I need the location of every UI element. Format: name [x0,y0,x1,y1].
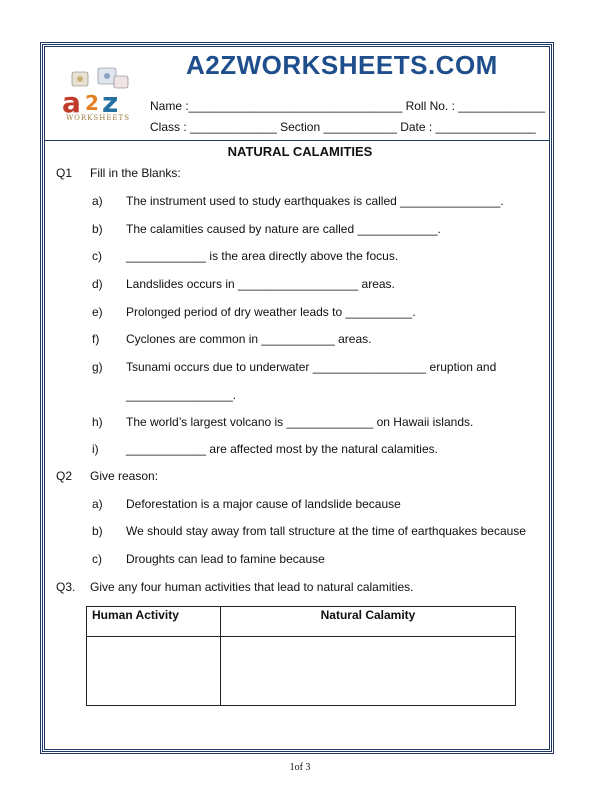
page-number: 1of 3 [289,762,311,773]
q2-item-label: b) [92,524,103,538]
q1-text: Fill in the Blanks: [90,166,181,180]
q1-item-text: ____________ is the area directly above the focus. [126,249,399,263]
q1-item-label: g) [92,360,103,374]
column-header-natural-calamity: Natural Calamity [221,607,516,637]
q1-item-label: c) [92,249,102,263]
q1-number: Q1 [56,166,73,180]
q1-item-text: Prolonged period of dry weather leads to __________. [126,305,416,319]
q3-number: Q3. [56,580,76,594]
q2-item-label: c) [92,552,102,566]
q1-item-text: The calamities caused by nature are called ____________. [126,222,441,236]
svg-text:a: a [62,86,81,119]
q1-item-label: i) [92,442,99,456]
site-title: A2ZWORKSHEETS.COM [186,50,498,80]
q1-item-text: The instrument used to study earthquakes is called _______________. [126,194,504,208]
name-roll-line: Name :________________________________ Roll No. : _____________ [150,99,546,113]
q1-item-label: d) [92,277,103,291]
q1-item-text: Tsunami occurs due to underwater _________________ eruption and [126,360,497,374]
q2-item-text: We should stay away from tall structure at the time of earthquakes because [126,524,526,538]
q1-item-label: h) [92,415,103,429]
table-header-row [87,607,516,637]
worksheet-title: NATURAL CALAMITIES [227,144,373,159]
class-section-date-line: Class : _____________ Section ___________ Date : _______________ [150,120,536,134]
q2-item-text: Droughts can lead to famine because [126,552,325,566]
q2-text: Give reason: [90,469,159,483]
q1-item-label: e) [92,305,103,319]
activity-table [86,606,516,706]
q3-text: Give any four human activities that lead to natural calamities. [90,580,414,594]
table-row [87,637,516,706]
q2-number: Q2 [56,469,73,483]
header-divider [44,140,550,141]
q1-item-text: Cyclones are common in ___________ areas. [126,332,372,346]
answer-cell-human-activity[interactable] [87,637,221,706]
column-header-human-activity: Human Activity [87,607,221,637]
logo-subtext: WORKSHEETS [65,114,131,122]
q1-item-label: f) [92,332,100,346]
q1-item-continuation: ________________. [126,388,237,402]
a2z-logo [58,66,136,132]
q1-item-label: a) [92,194,103,208]
svg-text:2: 2 [85,91,99,115]
q2-item-text: Deforestation is a major cause of landslide because [126,497,401,511]
answer-cell-natural-calamity[interactable] [221,637,516,706]
q2-item-label: a) [92,497,103,511]
q1-item-text: Landslides occurs in __________________ areas. [126,277,395,291]
q1-item-text: The world’s largest volcano is _____________ on Hawaii islands. [126,415,474,429]
q1-item-text: ____________ are affected most by the natural calamities. [126,442,438,456]
svg-text:z: z [102,86,119,119]
q1-item-label: b) [92,222,103,236]
